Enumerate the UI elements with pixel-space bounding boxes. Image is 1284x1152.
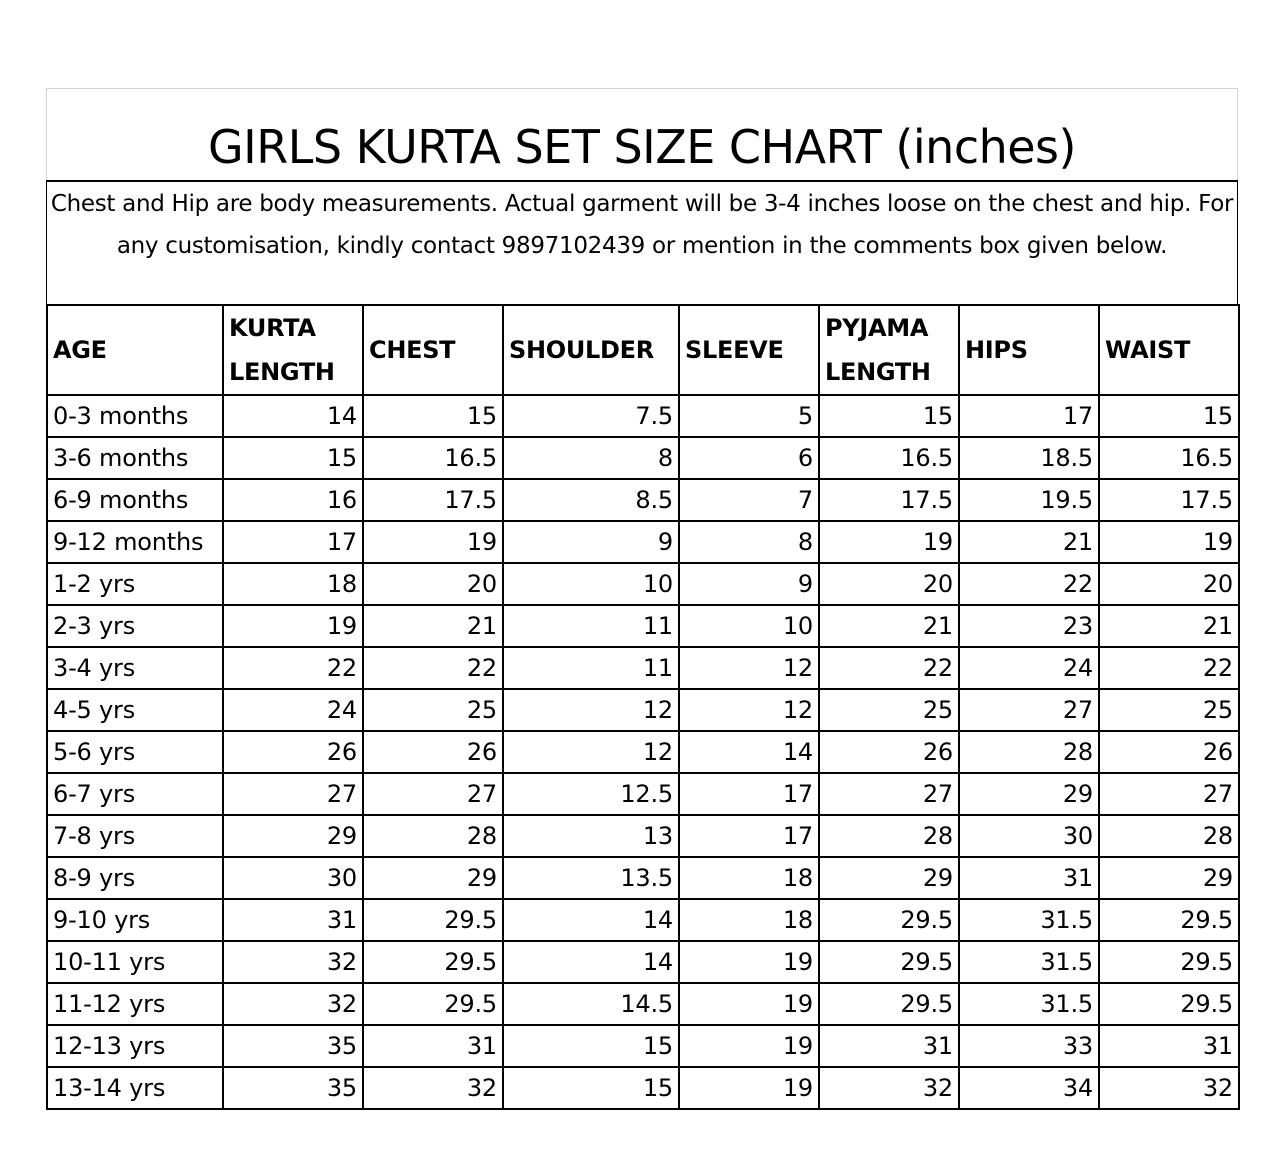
measurement-cell: 12 bbox=[679, 689, 819, 731]
measurement-cell: 15 bbox=[819, 395, 959, 437]
measurement-cell: 25 bbox=[1099, 689, 1239, 731]
measurement-cell: 19 bbox=[679, 941, 819, 983]
measurement-cell: 8 bbox=[503, 437, 679, 479]
measurement-cell: 16 bbox=[223, 479, 363, 521]
measurement-cell: 29.5 bbox=[819, 941, 959, 983]
measurement-cell: 30 bbox=[223, 857, 363, 899]
measurement-cell: 31 bbox=[819, 1025, 959, 1067]
measurement-cell: 34 bbox=[959, 1067, 1099, 1109]
measurement-cell: 29.5 bbox=[363, 899, 503, 941]
measurement-cell: 27 bbox=[959, 689, 1099, 731]
measurement-cell: 29.5 bbox=[819, 899, 959, 941]
measurement-cell: 29.5 bbox=[363, 941, 503, 983]
measurement-cell: 17 bbox=[679, 815, 819, 857]
measurement-cell: 31.5 bbox=[959, 983, 1099, 1025]
age-cell: 8-9 yrs bbox=[47, 857, 223, 899]
column-header: WAIST bbox=[1099, 305, 1239, 395]
measurement-cell: 26 bbox=[223, 731, 363, 773]
measurement-cell: 21 bbox=[1099, 605, 1239, 647]
measurement-cell: 19 bbox=[819, 521, 959, 563]
age-cell: 10-11 yrs bbox=[47, 941, 223, 983]
column-header-line2: LENGTH bbox=[825, 358, 931, 386]
measurement-cell: 16.5 bbox=[1099, 437, 1239, 479]
age-cell: 6-7 yrs bbox=[47, 773, 223, 815]
measurement-cell: 19.5 bbox=[959, 479, 1099, 521]
age-cell: 0-3 months bbox=[47, 395, 223, 437]
table-row bbox=[47, 773, 1239, 815]
measurement-cell: 14 bbox=[679, 731, 819, 773]
measurement-note: Chest and Hip are body measurements. Actual garment will be 3-4 inches loose on the chest and hip. For any customisation, kindly contact 9897102439 or mention in the comments box given below. bbox=[50, 191, 1234, 259]
measurement-cell: 22 bbox=[223, 647, 363, 689]
measurement-cell: 29 bbox=[363, 857, 503, 899]
measurement-cell: 25 bbox=[363, 689, 503, 731]
measurement-cell: 12 bbox=[679, 647, 819, 689]
measurement-cell: 24 bbox=[223, 689, 363, 731]
measurement-cell: 31 bbox=[1099, 1025, 1239, 1067]
age-cell: 11-12 yrs bbox=[47, 983, 223, 1025]
age-cell: 9-10 yrs bbox=[47, 899, 223, 941]
size-chart-sheet bbox=[46, 88, 1238, 1100]
measurement-cell: 35 bbox=[223, 1067, 363, 1109]
measurement-cell: 27 bbox=[819, 773, 959, 815]
measurement-cell: 31.5 bbox=[959, 899, 1099, 941]
table-row bbox=[47, 647, 1239, 689]
column-header: AGE bbox=[47, 305, 223, 395]
table-row bbox=[47, 1025, 1239, 1067]
measurement-cell: 15 bbox=[363, 395, 503, 437]
measurement-cell: 29 bbox=[959, 773, 1099, 815]
measurement-cell: 19 bbox=[679, 983, 819, 1025]
measurement-cell: 19 bbox=[363, 521, 503, 563]
table-row bbox=[47, 815, 1239, 857]
measurement-cell: 29.5 bbox=[1099, 899, 1239, 941]
measurement-cell: 21 bbox=[819, 605, 959, 647]
measurement-cell: 22 bbox=[363, 647, 503, 689]
measurement-cell: 13 bbox=[503, 815, 679, 857]
measurement-cell: 14 bbox=[503, 941, 679, 983]
measurement-cell: 32 bbox=[223, 941, 363, 983]
age-cell: 5-6 yrs bbox=[47, 731, 223, 773]
age-cell: 2-3 yrs bbox=[47, 605, 223, 647]
table-row bbox=[47, 521, 1239, 563]
measurement-cell: 32 bbox=[363, 1067, 503, 1109]
measurement-cell: 20 bbox=[819, 563, 959, 605]
column-header-line2: LENGTH bbox=[229, 358, 335, 386]
measurement-cell: 25 bbox=[819, 689, 959, 731]
measurement-cell: 12.5 bbox=[503, 773, 679, 815]
measurement-cell: 28 bbox=[959, 731, 1099, 773]
table-row bbox=[47, 899, 1239, 941]
measurement-cell: 12 bbox=[503, 689, 679, 731]
table-row bbox=[47, 941, 1239, 983]
measurement-cell: 28 bbox=[363, 815, 503, 857]
measurement-cell: 21 bbox=[363, 605, 503, 647]
measurement-cell: 30 bbox=[959, 815, 1099, 857]
measurement-cell: 29 bbox=[819, 857, 959, 899]
measurement-cell: 31 bbox=[959, 857, 1099, 899]
age-cell: 13-14 yrs bbox=[47, 1067, 223, 1109]
measurement-cell: 15 bbox=[223, 437, 363, 479]
measurement-cell: 9 bbox=[503, 521, 679, 563]
measurement-cell: 22 bbox=[1099, 647, 1239, 689]
measurement-cell: 7 bbox=[679, 479, 819, 521]
age-cell: 6-9 months bbox=[47, 479, 223, 521]
measurement-cell: 27 bbox=[223, 773, 363, 815]
measurement-cell: 15 bbox=[503, 1025, 679, 1067]
age-cell: 12-13 yrs bbox=[47, 1025, 223, 1067]
measurement-cell: 8.5 bbox=[503, 479, 679, 521]
age-cell: 3-6 months bbox=[47, 437, 223, 479]
column-header-line1: PYJAMA bbox=[825, 314, 929, 342]
measurement-cell: 18 bbox=[223, 563, 363, 605]
chart-title: GIRLS KURTA SET SIZE CHART (inches) bbox=[208, 120, 1076, 174]
column-header: SHOULDER bbox=[503, 305, 679, 395]
measurement-cell: 9 bbox=[679, 563, 819, 605]
measurement-cell: 29.5 bbox=[819, 983, 959, 1025]
age-cell: 7-8 yrs bbox=[47, 815, 223, 857]
measurement-cell: 29.5 bbox=[1099, 983, 1239, 1025]
measurement-cell: 18 bbox=[679, 899, 819, 941]
measurement-cell: 5 bbox=[679, 395, 819, 437]
measurement-cell: 14 bbox=[223, 395, 363, 437]
table-row bbox=[47, 437, 1239, 479]
measurement-cell: 18.5 bbox=[959, 437, 1099, 479]
column-header: SLEEVE bbox=[679, 305, 819, 395]
measurement-cell: 22 bbox=[819, 647, 959, 689]
measurement-cell: 20 bbox=[1099, 563, 1239, 605]
measurement-cell: 32 bbox=[819, 1067, 959, 1109]
table-row bbox=[47, 983, 1239, 1025]
measurement-cell: 11 bbox=[503, 605, 679, 647]
measurement-cell: 26 bbox=[819, 731, 959, 773]
measurement-cell: 15 bbox=[1099, 395, 1239, 437]
measurement-cell: 29.5 bbox=[1099, 941, 1239, 983]
header-row bbox=[47, 305, 1239, 395]
table-row bbox=[47, 479, 1239, 521]
measurement-cell: 29 bbox=[223, 815, 363, 857]
measurement-cell: 29.5 bbox=[363, 983, 503, 1025]
measurement-cell: 17.5 bbox=[1099, 479, 1239, 521]
title-row bbox=[46, 88, 1238, 180]
measurement-cell: 19 bbox=[223, 605, 363, 647]
measurement-cell: 26 bbox=[1099, 731, 1239, 773]
table-row bbox=[47, 605, 1239, 647]
table-body bbox=[47, 395, 1239, 1109]
measurement-cell: 18 bbox=[679, 857, 819, 899]
column-header bbox=[819, 305, 959, 395]
measurement-cell: 28 bbox=[819, 815, 959, 857]
measurement-cell: 20 bbox=[363, 563, 503, 605]
measurement-cell: 26 bbox=[363, 731, 503, 773]
measurement-cell: 14 bbox=[503, 899, 679, 941]
measurement-cell: 17.5 bbox=[819, 479, 959, 521]
column-header: HIPS bbox=[959, 305, 1099, 395]
measurement-cell: 17 bbox=[223, 521, 363, 563]
measurement-cell: 31.5 bbox=[959, 941, 1099, 983]
measurement-cell: 8 bbox=[679, 521, 819, 563]
measurement-cell: 24 bbox=[959, 647, 1099, 689]
table-row bbox=[47, 563, 1239, 605]
measurement-cell: 19 bbox=[679, 1067, 819, 1109]
age-cell: 3-4 yrs bbox=[47, 647, 223, 689]
measurement-cell: 12 bbox=[503, 731, 679, 773]
measurement-cell: 23 bbox=[959, 605, 1099, 647]
measurement-cell: 22 bbox=[959, 563, 1099, 605]
age-cell: 9-12 months bbox=[47, 521, 223, 563]
table-row bbox=[47, 395, 1239, 437]
table-row bbox=[47, 857, 1239, 899]
measurement-cell: 17 bbox=[959, 395, 1099, 437]
measurement-cell: 27 bbox=[1099, 773, 1239, 815]
measurement-cell: 32 bbox=[223, 983, 363, 1025]
measurement-cell: 31 bbox=[223, 899, 363, 941]
column-header-line1: KURTA bbox=[229, 314, 316, 342]
column-header: CHEST bbox=[363, 305, 503, 395]
measurement-cell: 19 bbox=[1099, 521, 1239, 563]
measurement-cell: 16.5 bbox=[819, 437, 959, 479]
measurement-cell: 16.5 bbox=[363, 437, 503, 479]
measurement-cell: 11 bbox=[503, 647, 679, 689]
measurement-cell: 13.5 bbox=[503, 857, 679, 899]
measurement-cell: 10 bbox=[503, 563, 679, 605]
measurement-cell: 6 bbox=[679, 437, 819, 479]
measurement-cell: 10 bbox=[679, 605, 819, 647]
measurement-cell: 21 bbox=[959, 521, 1099, 563]
table-row bbox=[47, 731, 1239, 773]
measurement-cell: 15 bbox=[503, 1067, 679, 1109]
note-row bbox=[46, 180, 1238, 304]
measurement-cell: 33 bbox=[959, 1025, 1099, 1067]
measurement-cell: 7.5 bbox=[503, 395, 679, 437]
measurement-cell: 28 bbox=[1099, 815, 1239, 857]
table-row bbox=[47, 689, 1239, 731]
age-cell: 4-5 yrs bbox=[47, 689, 223, 731]
measurement-cell: 17.5 bbox=[363, 479, 503, 521]
table-row bbox=[47, 1067, 1239, 1109]
measurement-cell: 19 bbox=[679, 1025, 819, 1067]
measurement-cell: 32 bbox=[1099, 1067, 1239, 1109]
measurement-cell: 29 bbox=[1099, 857, 1239, 899]
size-table bbox=[46, 304, 1240, 1110]
measurement-cell: 35 bbox=[223, 1025, 363, 1067]
age-cell: 1-2 yrs bbox=[47, 563, 223, 605]
measurement-cell: 31 bbox=[363, 1025, 503, 1067]
measurement-cell: 17 bbox=[679, 773, 819, 815]
column-header bbox=[223, 305, 363, 395]
measurement-cell: 14.5 bbox=[503, 983, 679, 1025]
measurement-cell: 27 bbox=[363, 773, 503, 815]
